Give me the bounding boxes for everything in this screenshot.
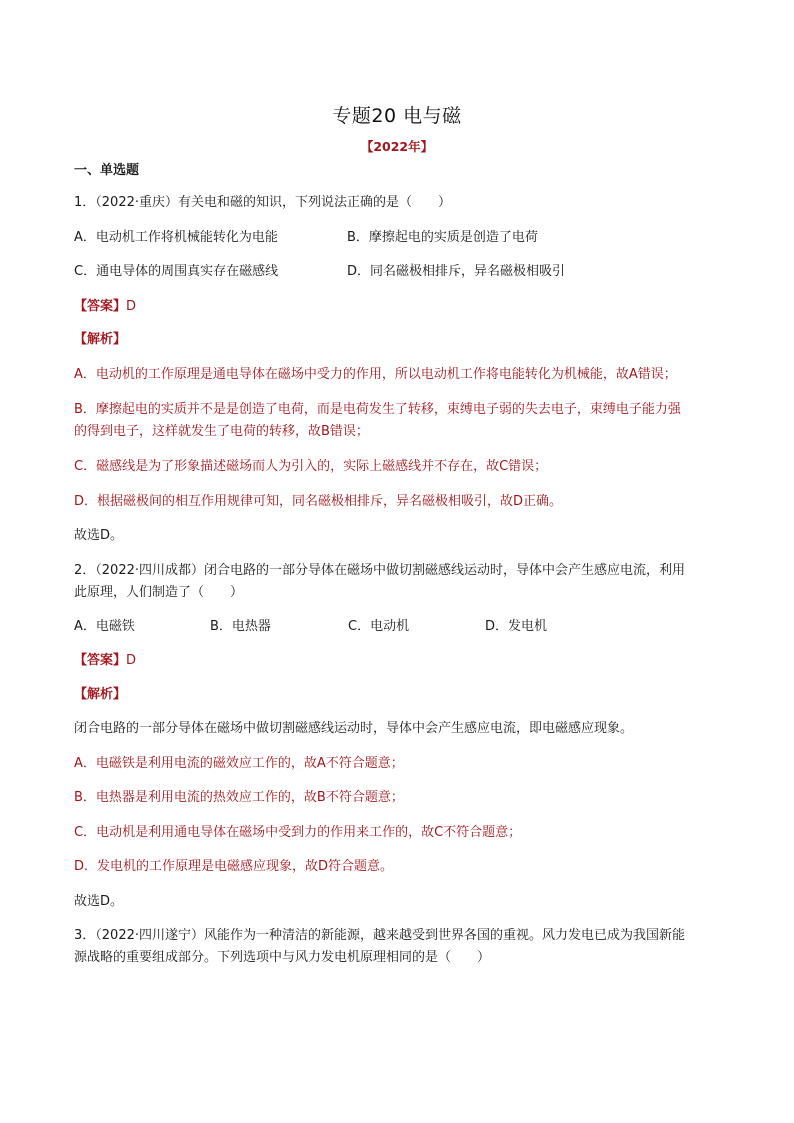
q2-option-d: D．发电机: [485, 619, 548, 634]
q2-analysis-b: B．电热器是利用电流的热效应工作的，故B不符合题意；: [74, 790, 404, 805]
q3-stem-line: 源战略的重要组成部分。下列选项中与风力发电机原理相同的是（ ）: [74, 950, 491, 965]
q2-analysis-d: D．发电机的工作原理是电磁感应现象，故D符合题意。: [74, 859, 394, 874]
q1-conclusion: 故选D。: [74, 528, 124, 543]
q2-analysis-intro: 闭合电路的一部分导体在磁场中做切割磁感线运动时，导体中会产生感应电流，即电磁感应现象。: [74, 721, 634, 736]
q1-analysis-b-cont: 的得到电子，这样就发生了电荷的转移，故B错误；: [74, 424, 369, 439]
q2-conclusion: 故选D。: [74, 894, 124, 909]
q1-stem-line: 1．（2022·重庆）有关电和磁的知识，下列说法正确的是（ ）: [74, 195, 451, 210]
q2-analysis-label: 【解析】: [74, 687, 127, 702]
q1-analysis-label: 【解析】: [74, 332, 127, 347]
q1-analysis-d: D．根据磁极间的相互作用规律可知，同名磁极相排斥，异名磁极相吸引，故D正确。: [74, 494, 563, 509]
year-tag: 【2022年】: [360, 139, 434, 154]
q2-analysis-a: A．电磁铁是利用电流的磁效应工作的，故A不符合题意；: [74, 756, 404, 771]
section-heading: 一、单选题: [74, 163, 140, 178]
q1-answer-value: D: [126, 299, 137, 314]
q2-answer-label: 【答案】: [74, 653, 127, 668]
q2-answer-value: D: [126, 653, 137, 668]
q2-option-a: A．电磁铁: [74, 619, 135, 634]
q1-option-a: A．电动机工作将机械能转化为电能: [74, 230, 278, 245]
q2-stem-line: 此原理，人们制造了（ ）: [74, 585, 244, 600]
q1-analysis-c: C．磁感线是为了形象描述磁场而人为引入的，实际上磁感线并不存在，故C错误；: [74, 459, 548, 474]
q2-stem-line: 2．（2022·四川成都）闭合电路的一部分导体在磁场中做切割磁感线运动时，导体中会产生感应电流，利用: [74, 563, 685, 578]
q1-analysis-b: B．摩擦起电的实质并不是是创造了电荷，而是电荷发生了转移，束缚电子弱的失去电子，束缚电子能力强: [74, 402, 681, 417]
q1-analysis-a: A．电动机的工作原理是通电导体在磁场中受力的作用，所以电动机工作将电能转化为机械能，故A错误；: [74, 367, 677, 382]
q2-answer: [74, 653, 136, 669]
q2-analysis-c: C．电动机是利用通电导体在磁场中受到力的作用来工作的，故C不符合题意；: [74, 825, 522, 840]
q2-option-c: C．电动机: [348, 619, 410, 634]
document-title: 专题20 电与磁: [332, 105, 462, 127]
q1-answer-label: 【答案】: [74, 299, 127, 314]
q1-answer: [74, 299, 136, 315]
q2-option-b: B．电热器: [210, 619, 271, 634]
q1-option-c: C．通电导体的周围真实存在磁感线: [74, 264, 279, 279]
q3-stem-line: 3．（2022·四川遂宁）风能作为一种清洁的新能源，越来越受到世界各国的重视。风力发电已成为我国新能: [74, 928, 685, 943]
q1-option-d: D．同名磁极相排斥，异名磁极相吸引: [347, 264, 566, 279]
q1-option-b: B．摩擦起电的实质是创造了电荷: [347, 230, 538, 245]
